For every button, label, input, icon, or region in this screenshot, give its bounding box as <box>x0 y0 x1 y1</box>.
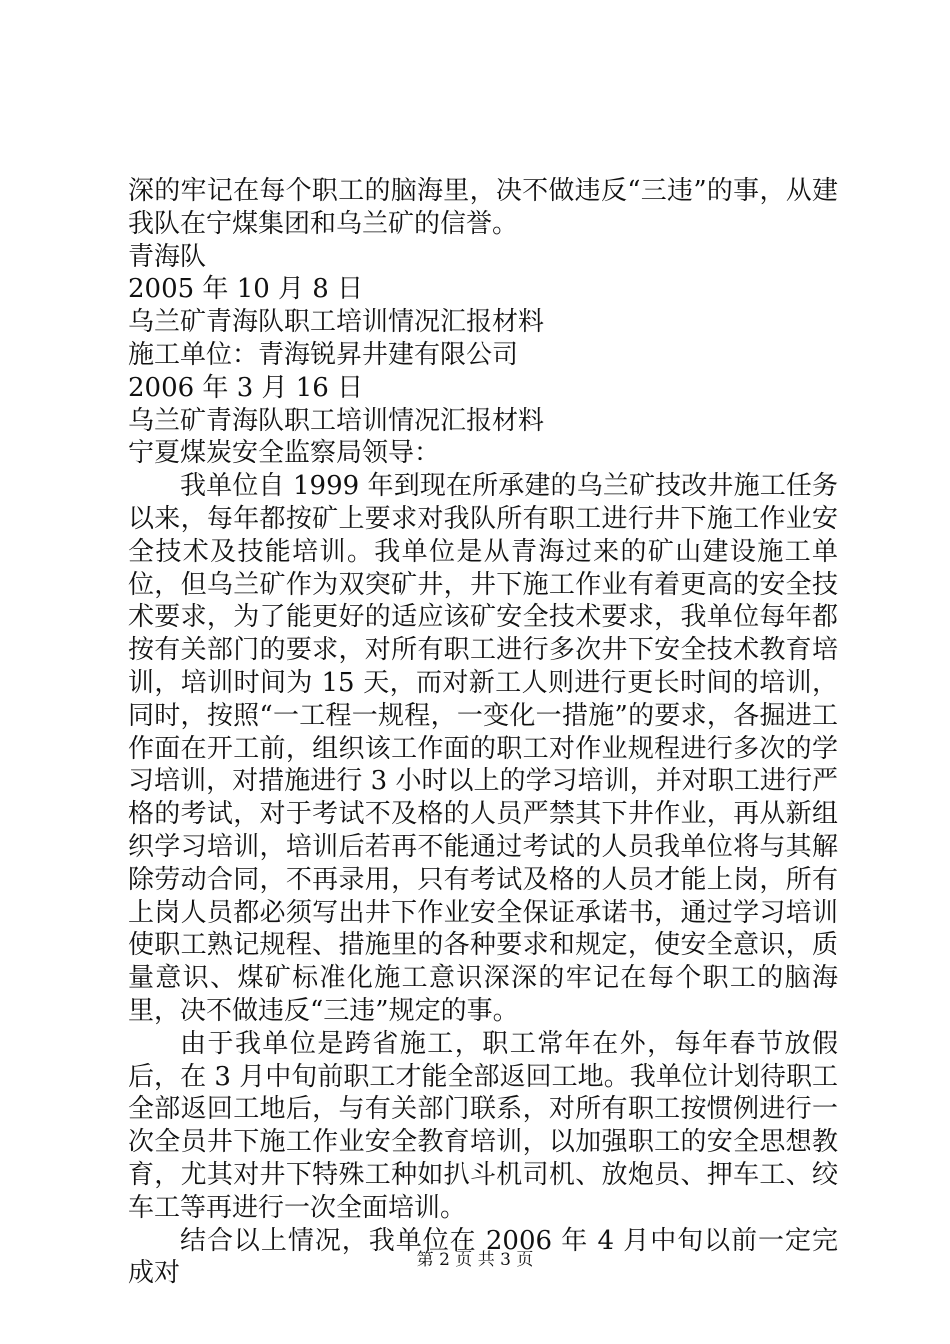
body-paragraph-1: 我单位自 1999 年到现在所承建的乌兰矿技改井施工任务以来，每年都按矿上要求对我队所有职工进行井下施工作业安全技术及技能培训。我单位是从青海过来的矿山建设施工单位，但乌兰矿作为双突矿井，井下施工作业有着更高的安全技术要求，为了能更好的适应该矿安全技术要求，我单位每年都按有关部门的要求，对所有职工进行多次井下安全技术教育培训，培训时间为 15 天，而对新工人则进行更长时间的培训，同时，按照“一工程一规程，一变化一措施”的要求，各掘进工作面在开工前，组织该工作面的职工对作业规程进行多次的学习培训，对措施进行 3 小时以上的学习培训，并对职工进行严格的考试，对于考试不及格的人员严禁其下井作业，再从新组织学习培训，培训后若再不能通过考试的人员我单位将与其解除劳动合同，不再录用，只有考试及格的人员才能上岗，所有上岗人员都必须写出井下作业安全保证承诺书，通过学习培训使职工熟记规程、措施里的各种要求和规定，使安全意识，质量意识、煤矿标准化施工意识深深的牢记在每个职工的脑海里，决不做违反“三违”规定的事。 <box>128 471 838 1026</box>
body-paragraph-2: 由于我单位是跨省施工，职工常年在外，每年春节放假后，在 3 月中旬前职工才能全部返回工地。我单位计划待职工全部返回工地后，与有关部门联系，对所有职工按惯例进行一次全员井下施工作业安全教育培训，以加强职工的安全思想教育，尤其对井下特殊工种如扒斗机司机、放炮员、押车工、绞车工等再进行一次全面培训。 <box>128 1028 838 1223</box>
report-date: 2006 年 3 月 16 日 <box>128 372 364 403</box>
signature-name: 青海队 <box>128 241 207 272</box>
page-number: 第 2 页 共 3 页 <box>416 1250 534 1270</box>
signature-date: 2005 年 10 月 8 日 <box>128 274 364 305</box>
paragraph-continuation: 深的牢记在每个职工的脑海里，决不做违反“三违”的事，从建我队在宁煤集团和乌兰矿的信誉。 <box>128 176 838 239</box>
document-body <box>128 175 838 1290</box>
report-title-repeat: 乌兰矿青海队职工培训情况汇报材料 <box>128 405 545 436</box>
construction-unit: 施工单位：青海锐昇井建有限公司 <box>128 339 519 370</box>
body-paragraph-3: 结合以上情况，我单位在 2006 年 4 月中旬以前一定完成对 <box>128 1225 838 1289</box>
report-title: 乌兰矿青海队职工培训情况汇报材料 <box>128 307 545 338</box>
salutation: 宁夏煤炭安全监察局领导： <box>128 438 441 469</box>
page-footer <box>0 1245 950 1270</box>
